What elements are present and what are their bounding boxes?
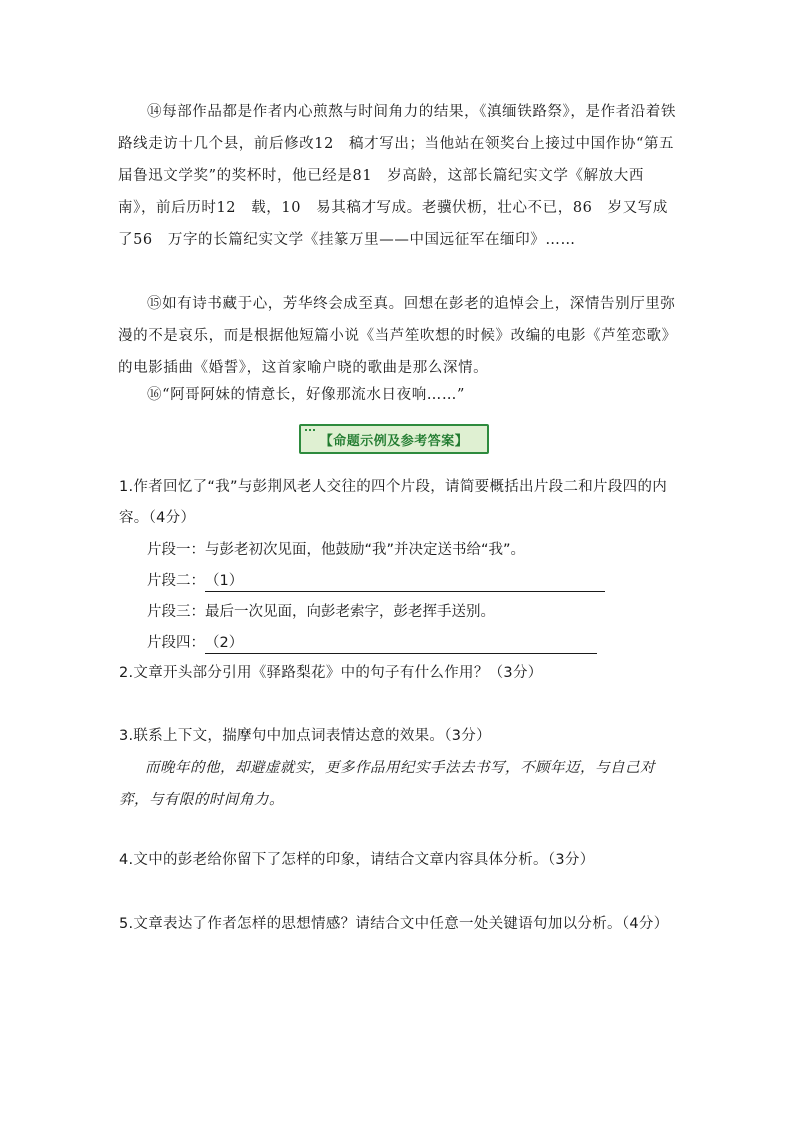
paragraph-16: ⑯“阿哥阿妹的情意长，好像那流水日夜响……” — [147, 387, 466, 403]
question-2: 2.文章开头部分引用《驿路梨花》中的句子有什么作用？（3分） — [119, 665, 543, 681]
section-heading: 【命题示例及参考答案】 — [319, 433, 469, 449]
fragment-4 — [147, 628, 597, 658]
question-5: 5.文章表达了作者怎样的思想情感？请结合文中任意一处关键语句加以分析。（4分） — [119, 916, 669, 932]
question-3-quote: 而晚年的他，却避虚就实，更多作品用纪实手法去书写，不顾年迈，与自己对弈，与有限的时间角力。 — [119, 760, 655, 808]
fragment-1: 片段一：与彭老初次见面，他鼓励“我”并决定送书给“我”。 — [147, 542, 526, 558]
question-3: 3.联系上下文，揣摩句中加点词表情达意的效果。（3分） — [119, 728, 491, 744]
fragment-4-blank: （2） — [205, 633, 597, 654]
fragment-2 — [147, 566, 605, 596]
paragraph-15: ⑮如有诗书藏于心，芳华终会成至真。回想在彭老的追悼会上，深情告别厅里弥漫的不是哀乐，而是根据他短篇小说《当芦笙吹想的时候》改编的电影《芦笙恋歌》的电影插曲《婚誓》，这首家喻户晓的歌曲是那么深情。 — [118, 296, 677, 376]
fragment-2-label: 片段二： — [147, 573, 205, 589]
fragment-3: 片段三：最后一次见面，向彭老索字，彭老挥手送别。 — [147, 604, 495, 620]
fragment-2-blank: （1） — [205, 571, 605, 592]
question-1: 1.作者回忆了“我”与彭荆风老人交往的四个片段，请简要概括出片段二和片段四的内容。（4分） — [119, 479, 668, 526]
section-heading-box — [299, 424, 489, 454]
paragraph-14: ⑭每部作品都是作者内心煎熬与时间角力的结果，《滇缅铁路祭》，是作者沿着铁路线走访十几个县，前后修改12 稿才写出；当他站在领奖台上接过中国作协“第五届鲁迅文学奖”的奖杯时，他已经是81 岁高龄，这部长篇纪实文学《解放大西南》，前后历时12 载，10 易其稿才写成。老骥伏枥，壮心不已，86 岁又写成了56 万字的长篇纪实文学《挂篆万里——中国远征军在缅印》…… — [118, 104, 677, 248]
question-4: 4.文中的彭老给你留下了怎样的印象，请结合文章内容具体分析。（3分） — [119, 852, 595, 868]
fragment-4-label: 片段四： — [147, 635, 205, 651]
